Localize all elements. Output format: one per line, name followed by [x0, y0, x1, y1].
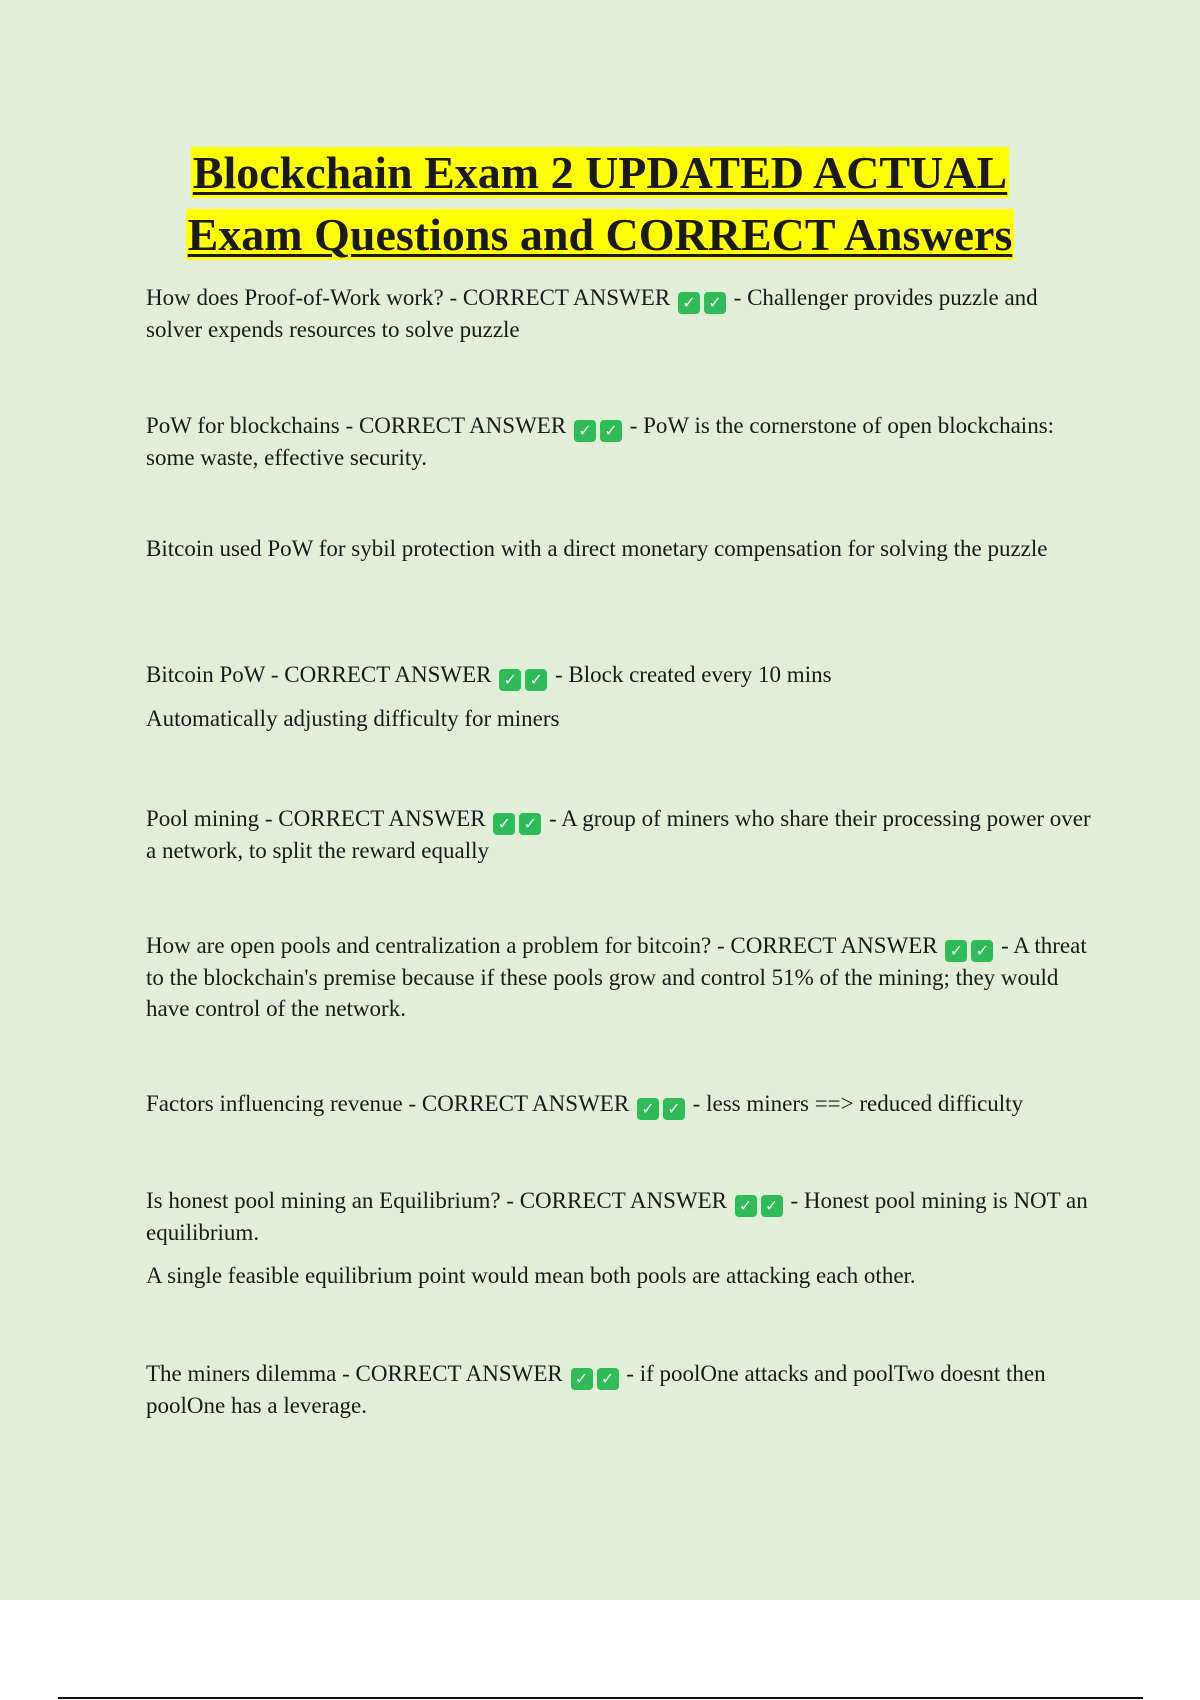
answer-text: A group of miners who share their processing power over a network, to split the reward equally [146, 806, 1091, 863]
answer-marker: CORRECT ANSWER [358, 413, 567, 438]
question-text: Pool mining [146, 806, 260, 831]
check-mark-icon: ✓ [525, 669, 547, 691]
answer-text: Challenger provides puzzle and solver expends resources to solve puzzle [146, 285, 1038, 342]
check-mark-icon: ✓ [597, 1368, 619, 1390]
qa-item: PoW for blockchains - CORRECT ANSWER ✓ ✓ - PoW is the cornerstone of open blockchains: some waste, effective security. [146, 413, 1055, 470]
question-text: Factors influencing revenue [146, 1091, 403, 1116]
qa-item: Is honest pool mining an Equilibrium? - CORRECT ANSWER ✓ ✓ - Honest pool mining is NOT an equilibrium. A single feasible equilibrium point would mean both pools are attacking each other. [146, 1185, 1092, 1291]
answer-text: PoW is the cornerstone of open blockchains: some waste, effective security. [146, 413, 1055, 470]
answer-text: Block created every 10 mins [568, 662, 832, 687]
check-mark-icon: ✓ [678, 292, 700, 314]
answer-text: Honest pool mining is NOT an equilibrium. [146, 1188, 1088, 1245]
answer-text: if poolOne attacks and poolTwo doesnt then poolOne has a leverage. [146, 1361, 1046, 1418]
answer-marker: CORRECT ANSWER [355, 1361, 563, 1386]
check-mark-icon: ✓ [663, 1098, 685, 1120]
check-mark-icon: ✓ [519, 813, 541, 835]
check-mark-icon: ✓ [971, 940, 993, 962]
answer-marker: CORRECT ANSWER [421, 1091, 630, 1116]
check-mark-icon: ✓ [600, 420, 622, 442]
qa-item [146, 533, 1092, 564]
qa-item: Pool mining - CORRECT ANSWER ✓ ✓ - A group of miners who share their processing power over a network, to split the reward equally [146, 806, 1091, 863]
check-mark-icon: ✓ [499, 669, 521, 691]
check-mark-icon: ✓ [945, 940, 967, 962]
answer-extra-text: Bitcoin used PoW for sybil protection with a direct monetary compensation for solving the puzzle [146, 536, 1048, 561]
answer-marker: CORRECT ANSWER [730, 933, 938, 958]
page-footer-rule [58, 1697, 1143, 1699]
question-text: How does Proof-of-Work work? [146, 285, 444, 310]
check-mark-icon: ✓ [761, 1195, 783, 1217]
question-text: Bitcoin PoW [146, 662, 266, 687]
answer-text: less miners ==> reduced difficulty [706, 1091, 1024, 1116]
answer-text: A threat to the blockchain's premise because if these pools grow and control 51% of the mining; they would have control of the network. [146, 933, 1087, 1021]
answer-marker: CORRECT ANSWER [519, 1188, 727, 1213]
check-mark-icon: ✓ [571, 1368, 593, 1390]
check-mark-icon: ✓ [704, 292, 726, 314]
title-line-2: Exam Questions and CORRECT Answers [187, 209, 1013, 260]
answer-extra-text: A single feasible equilibrium point would mean both pools are attacking each other. [146, 1263, 916, 1288]
qa-item: How does Proof-of-Work work? - CORRECT ANSWER ✓ ✓ - Challenger provides puzzle and solver expends resources to solve puzzle [146, 285, 1038, 342]
check-mark-icon: ✓ [493, 813, 515, 835]
check-mark-icon: ✓ [735, 1195, 757, 1217]
answer-marker: CORRECT ANSWER [284, 662, 492, 687]
check-mark-icon: ✓ [637, 1098, 659, 1120]
qa-item: How are open pools and centralization a problem for bitcoin? - CORRECT ANSWER ✓ ✓ - A threat to the blockchain's premise because if these pools grow and control 51% of the mining; they would have control of the network. [146, 933, 1087, 1021]
qa-item: Factors influencing revenue - CORRECT ANSWER ✓ ✓ - less miners ==> reduced difficulty [146, 1091, 1024, 1118]
question-text: PoW for blockchains [146, 413, 340, 438]
check-mark-icon: ✓ [574, 420, 596, 442]
question-text: The miners dilemma [146, 1361, 337, 1386]
answer-marker: CORRECT ANSWER [278, 806, 486, 831]
qa-item: The miners dilemma - CORRECT ANSWER ✓ ✓ - if poolOne attacks and poolTwo doesnt then poolOne has a leverage. [146, 1361, 1046, 1418]
answer-marker: CORRECT ANSWER [462, 285, 671, 310]
document-title [60, 142, 1140, 266]
answer-extra-text: Automatically adjusting difficulty for miners [146, 706, 560, 731]
qa-item: Bitcoin PoW - CORRECT ANSWER ✓ ✓ - Block created every 10 mins Automatically adjusting difficulty for miners [146, 659, 1092, 734]
question-text: Is honest pool mining an Equilibrium? [146, 1188, 501, 1213]
title-line-1: Blockchain Exam 2 UPDATED ACTUAL [192, 147, 1008, 198]
question-text: How are open pools and centralization a problem for bitcoin? [146, 933, 712, 958]
